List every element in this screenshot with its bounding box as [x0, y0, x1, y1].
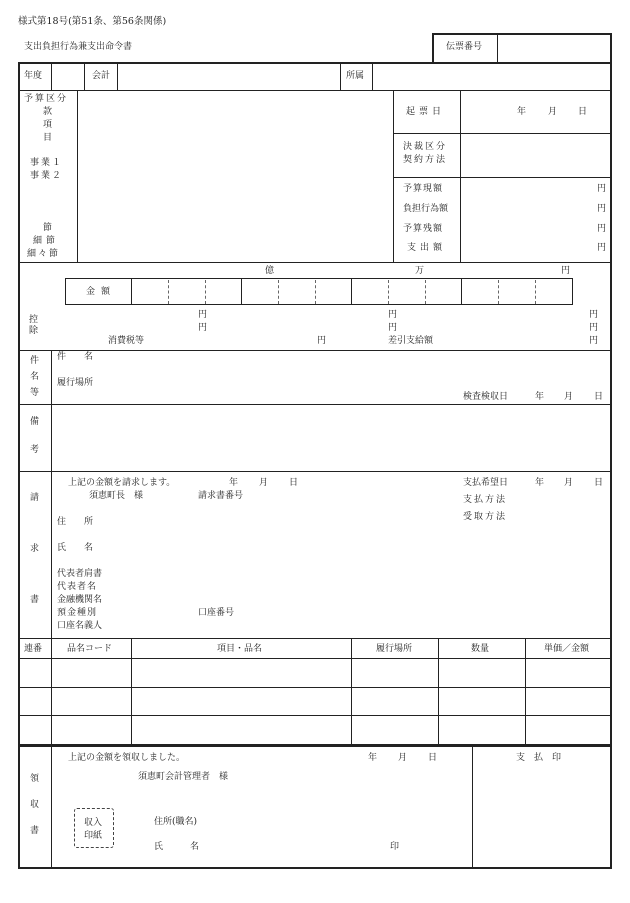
label-shohizei: 消費税等 — [108, 336, 145, 346]
th-rikou: 履行場所 — [376, 644, 413, 654]
label-receive: 受取方法 — [463, 512, 508, 522]
label-receipt-address: 住所(職名) — [154, 817, 198, 827]
label-seikyu-no: 請求書番号 — [198, 491, 244, 501]
form-title: 支出負担行為兼支出命令書 — [24, 42, 133, 52]
label-deposit: 預金種別 — [57, 608, 98, 618]
label-yosan-genkaku: 予算現額 — [403, 184, 444, 194]
label-shishutsu-gaku: 支出額 — [407, 243, 447, 253]
kensa-month: 月 — [564, 392, 574, 402]
label-rep-title: 代表者肩書 — [57, 569, 103, 579]
receipt-statement: 上記の金額を領収しました。 — [68, 753, 186, 763]
yen-4: 円 — [597, 243, 607, 253]
label-jigyo1: 事業１ — [30, 158, 64, 168]
label-seikyusho: 請求書 — [28, 492, 38, 645]
claim-day: 日 — [289, 478, 299, 488]
receipt-month: 月 — [398, 753, 408, 763]
label-sashihiki: 差引支給額 — [388, 336, 434, 346]
label-yosan-kubun: 予算区分 — [24, 94, 69, 104]
label-kensa: 検査検収日 — [463, 392, 509, 402]
label-ryoshusho: 領収書 — [28, 773, 38, 851]
pay-month: 月 — [564, 478, 574, 488]
ded-yen-1: 円 — [198, 310, 208, 320]
pay-day: 日 — [594, 478, 604, 488]
label-kenmei-nado: 件名等 — [28, 355, 38, 403]
sashihiki-yen: 円 — [589, 336, 599, 346]
label-kaikei: 会計 — [92, 71, 111, 81]
unit-yen: 円 — [561, 266, 571, 276]
kihyobi-year: 年 — [517, 107, 527, 117]
receipt-day: 日 — [428, 753, 438, 763]
revenue-stamp-label: 収入印紙 — [84, 818, 103, 841]
th-koumoku: 項目・品名 — [217, 644, 263, 654]
label-kessai-kubun: 決裁区分 — [403, 142, 448, 152]
pay-year: 年 — [535, 478, 545, 488]
label-futan-koui: 負担行為額 — [403, 204, 449, 214]
label-account-no: 口座番号 — [198, 608, 235, 618]
kensa-day: 日 — [594, 392, 604, 402]
label-pay-method: 支払方法 — [463, 495, 508, 505]
label-pay-date: 支払希望日 — [463, 478, 509, 488]
ded-yen-6: 円 — [589, 323, 599, 333]
receipt-to: 須恵町会計管理者 様 — [138, 772, 229, 782]
th-renban: 連番 — [24, 644, 43, 654]
ded-yen-3: 円 — [388, 310, 398, 320]
kihyobi-month: 月 — [548, 107, 558, 117]
label-receipt-name: 氏 名 — [154, 842, 200, 852]
label-kan: 款 — [43, 107, 53, 117]
ded-yen-2: 円 — [198, 323, 208, 333]
label-address: 住 所 — [57, 517, 94, 527]
label-shozoku: 所属 — [346, 71, 365, 81]
th-suryo: 数量 — [471, 644, 490, 654]
label-bank: 金融機関名 — [57, 595, 103, 605]
claim-month: 月 — [259, 478, 269, 488]
claim-to: 須恵町長 様 — [89, 491, 144, 501]
form-number: 様式第18号(第51条、第56条関係) — [18, 16, 167, 27]
label-rep-name: 代表者名 — [57, 582, 98, 592]
ded-yen-4: 円 — [388, 323, 398, 333]
yen-2: 円 — [597, 204, 607, 214]
label-name: 氏 名 — [57, 543, 94, 553]
label-moku: 目 — [43, 133, 53, 143]
label-biko: 備考 — [28, 416, 38, 472]
label-jigyo2: 事業２ — [30, 171, 64, 181]
label-kingaku: 金額 — [86, 287, 117, 297]
label-kenmei: 件 名 — [57, 352, 94, 362]
th-hinmei-code: 品名コード — [67, 644, 113, 654]
receipt-seal: 印 — [390, 842, 400, 852]
slip-number-label: 伝票番号 — [446, 42, 483, 52]
kensa-year: 年 — [535, 392, 545, 402]
label-nendo: 年度 — [24, 71, 43, 81]
label-kou: 項 — [43, 120, 53, 130]
unit-man: 万 — [415, 266, 425, 276]
label-yosan-zangaku: 予算残額 — [403, 224, 444, 234]
receipt-section — [18, 745, 612, 869]
label-holder: 口座名義人 — [57, 621, 103, 631]
shohizei-yen: 円 — [317, 336, 327, 346]
receipt-year: 年 — [368, 753, 378, 763]
label-rikou-basho: 履行場所 — [57, 378, 94, 388]
kihyobi-day: 日 — [578, 107, 588, 117]
claim-year: 年 — [229, 478, 239, 488]
label-kihyobi: 起票日 — [406, 107, 446, 117]
label-saisaisetsu: 細々節 — [27, 249, 61, 259]
amount-box[interactable] — [65, 278, 573, 305]
label-keiyaku-hoho: 契約方法 — [403, 155, 448, 165]
unit-oku: 億 — [265, 266, 275, 276]
label-pay-seal: 支 払 印 — [516, 753, 562, 763]
label-setsu: 節 — [43, 223, 53, 233]
ded-yen-5: 円 — [589, 310, 599, 320]
th-tanka: 単価／金額 — [544, 644, 590, 654]
label-saisetsu: 細節 — [33, 236, 60, 246]
yen-1: 円 — [597, 184, 607, 194]
yen-3: 円 — [597, 224, 607, 234]
label-kojo: 控除 — [27, 314, 37, 336]
claim-statement: 上記の金額を請求します。 — [68, 478, 176, 488]
